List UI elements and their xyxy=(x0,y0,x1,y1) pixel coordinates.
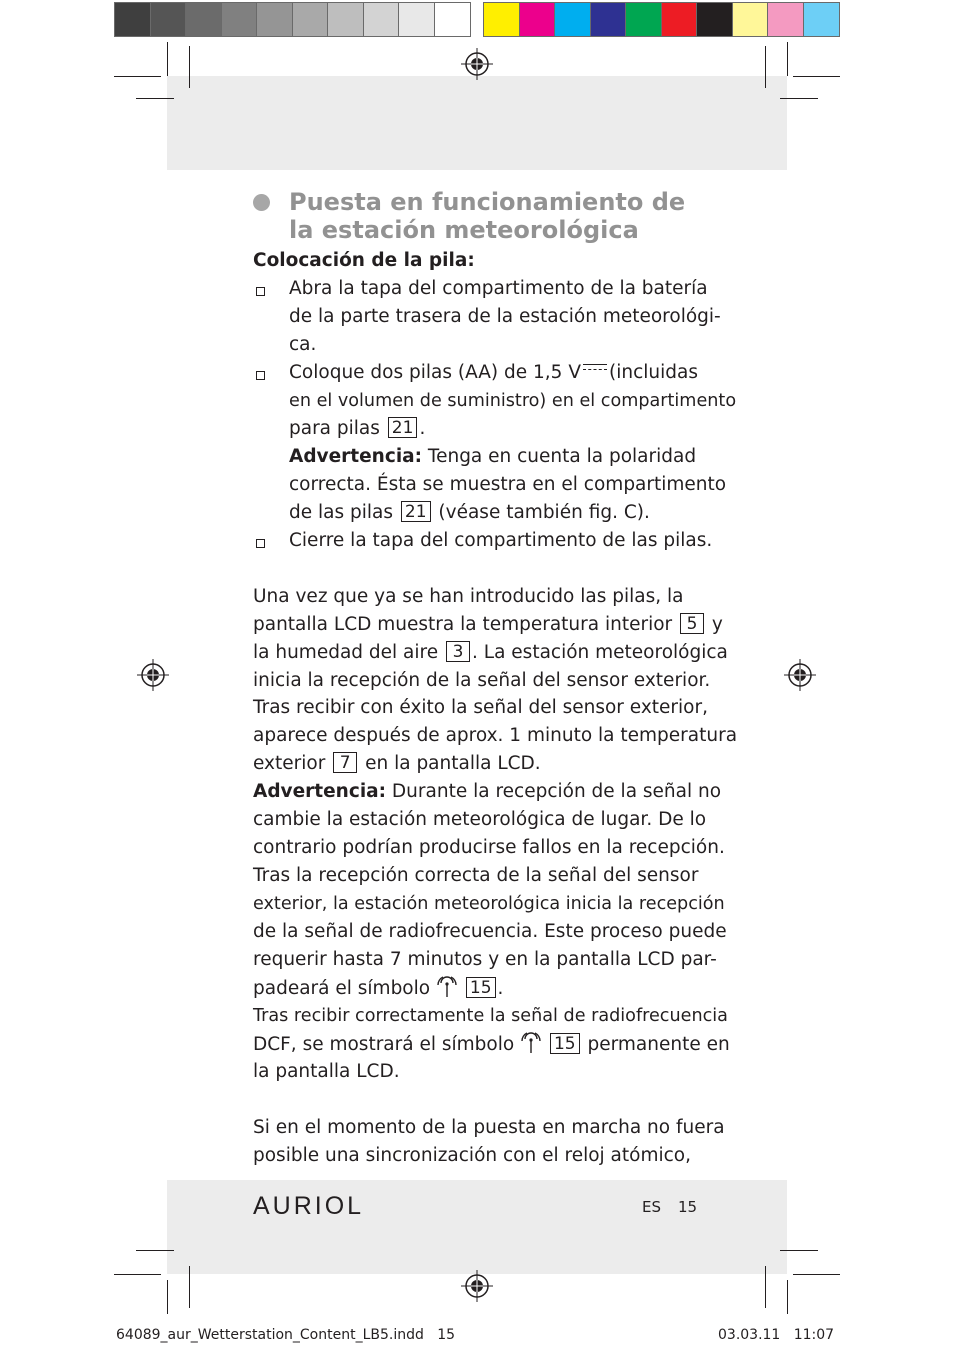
paragraph-line xyxy=(253,639,728,667)
paragraph-line: Tras recibir con éxito la señal del sensor exterior, xyxy=(253,697,708,718)
step-text-part: (incluidas xyxy=(609,362,698,383)
paragraph-line xyxy=(253,974,503,1003)
registration-mark-icon xyxy=(461,48,493,80)
color-swatch xyxy=(186,3,222,36)
step-text: ca. xyxy=(289,334,317,355)
paragraph-line: contrario podrían producirse fallos en la recepción. xyxy=(253,837,725,858)
registration-mark-icon xyxy=(461,1270,493,1302)
color-swatch xyxy=(555,3,591,36)
paragraph-part: en la pantalla LCD. xyxy=(365,753,541,774)
paragraph-line: exterior, la estación meteorológica inicia la recepción xyxy=(253,894,725,914)
crop-mark xyxy=(793,76,840,77)
dc-symbol-icon xyxy=(583,364,607,374)
crop-mark xyxy=(114,1274,161,1275)
gray-calibration-bar xyxy=(114,2,471,37)
print-date: 03.03.11 11:07 xyxy=(718,1327,835,1343)
color-swatch xyxy=(435,3,471,36)
color-swatch xyxy=(257,3,293,36)
registration-mark-icon xyxy=(137,659,169,691)
crop-mark xyxy=(136,1250,174,1251)
crop-mark xyxy=(780,98,818,99)
checkbox-bullet-icon xyxy=(256,287,265,296)
brand-logo: AURIOL xyxy=(253,1192,365,1220)
paragraph-line xyxy=(253,611,723,639)
step-text xyxy=(289,359,698,387)
section-title-line: Puesta en funcionamiento de xyxy=(289,188,686,216)
note-text xyxy=(289,443,696,471)
color-swatch xyxy=(697,3,733,36)
paragraph-line: Tras recibir correctamente la señal de radiofrecuencia xyxy=(253,1006,728,1026)
registration-mark-icon xyxy=(784,659,816,691)
paragraph-part: exterior xyxy=(253,753,326,774)
step-text-part: para pilas xyxy=(289,418,380,439)
color-swatch xyxy=(328,3,364,36)
paragraph-part: la humedad del aire xyxy=(253,642,439,663)
reference-number: 5 xyxy=(680,613,704,634)
step-text-part: . xyxy=(419,418,426,439)
step-text-part: Coloque dos pilas (AA) de 1,5 V xyxy=(289,362,581,383)
crop-mark xyxy=(167,42,168,76)
paragraph-line: Tras la recepción correcta de la señal del sensor xyxy=(253,865,699,886)
checkbox-bullet-icon xyxy=(256,539,265,548)
paragraph-part: y xyxy=(711,614,723,635)
reference-number: 21 xyxy=(388,417,418,438)
section-title xyxy=(289,188,719,244)
language-code: ES xyxy=(642,1198,661,1216)
color-swatch xyxy=(804,3,840,36)
color-swatch xyxy=(399,3,435,36)
paragraph-line xyxy=(253,750,541,778)
paragraph-line: la pantalla LCD. xyxy=(253,1061,400,1082)
reference-number: 21 xyxy=(401,501,431,522)
checkbox-bullet-icon xyxy=(256,371,265,380)
reference-number: 7 xyxy=(333,752,357,773)
paragraph-part: pantalla LCD muestra la temperatura interior xyxy=(253,614,673,635)
color-swatch xyxy=(222,3,258,36)
step-text xyxy=(289,415,425,443)
color-swatch xyxy=(768,3,804,36)
crop-mark xyxy=(189,1266,190,1308)
paragraph-line: requerir hasta 7 minutos y en la pantalla LCD par- xyxy=(253,949,717,970)
paragraph-line: Si en el momento de la puesta en marcha no fuera xyxy=(253,1117,725,1138)
crop-mark xyxy=(793,1274,840,1275)
paragraph-part: Durante la recepción de la señal no xyxy=(386,781,722,802)
paragraph-line xyxy=(253,1030,730,1059)
warning-label: Advertencia: xyxy=(253,781,387,802)
paragraph-part: permanente en xyxy=(587,1034,730,1055)
crop-mark xyxy=(787,42,788,76)
radio-tower-icon xyxy=(436,974,458,998)
paragraph-line: cambie la estación meteorológica de lugar. De lo xyxy=(253,809,707,830)
crop-mark xyxy=(189,46,190,88)
crop-mark xyxy=(765,1266,766,1308)
paragraph-part: . La estación meteorológica xyxy=(472,642,728,663)
process-color-bar xyxy=(483,2,840,37)
step-text: de la parte trasera de la estación meteorológi- xyxy=(289,306,721,327)
reference-number: 3 xyxy=(446,641,470,662)
crop-mark xyxy=(787,1280,788,1314)
crop-mark xyxy=(167,1280,168,1314)
section-title-line: la estación meteorológica xyxy=(289,216,639,244)
paragraph-line xyxy=(253,778,721,806)
color-swatch xyxy=(662,3,698,36)
note-text: correcta. Ésta se muestra en el compartimento xyxy=(289,474,727,495)
note-text-part: de las pilas xyxy=(289,502,393,523)
paragraph-line: aparece después de aprox. 1 minuto la temperatura xyxy=(253,725,738,746)
paragraph-line: de la señal de radiofrecuencia. Este proceso puede xyxy=(253,921,727,942)
color-swatch xyxy=(520,3,556,36)
paragraph-part: . xyxy=(497,978,504,999)
note-text-part: (véase también fig. C). xyxy=(438,502,650,523)
paragraph-part: padeará el símbolo xyxy=(253,978,431,999)
reference-number: 15 xyxy=(466,977,496,998)
color-swatch xyxy=(364,3,400,36)
crop-mark xyxy=(136,98,174,99)
paragraph-line: inicia la recepción de la señal del sensor exterior. xyxy=(253,670,711,691)
crop-mark xyxy=(780,1250,818,1251)
header-band xyxy=(167,76,787,170)
note-text xyxy=(289,499,650,527)
crop-mark xyxy=(114,76,161,77)
section-bullet-icon xyxy=(253,194,270,211)
color-swatch xyxy=(733,3,769,36)
color-swatch xyxy=(626,3,662,36)
color-swatch xyxy=(591,3,627,36)
radio-tower-icon xyxy=(520,1030,542,1054)
step-text: Abra la tapa del compartimento de la batería xyxy=(289,278,708,299)
color-swatch xyxy=(293,3,329,36)
color-swatch xyxy=(484,3,520,36)
paragraph-part: DCF, se mostrará el símbolo xyxy=(253,1034,515,1055)
reference-number: 15 xyxy=(550,1033,580,1054)
page-number: 15 xyxy=(678,1198,698,1216)
paragraph-line: Una vez que ya se han introducido las pilas, la xyxy=(253,586,684,607)
paragraph-line: posible una sincronización con el reloj atómico, xyxy=(253,1145,691,1166)
step-text: en el volumen de suministro) en el compartimento xyxy=(289,391,737,411)
subheading: Colocación de la pila: xyxy=(253,250,475,271)
step-text: Cierre la tapa del compartimento de las pilas. xyxy=(289,530,713,551)
note-text-part: Tenga en cuenta la polaridad xyxy=(422,446,697,467)
color-swatch xyxy=(115,3,151,36)
crop-mark xyxy=(765,46,766,88)
note-label: Advertencia: xyxy=(289,446,423,467)
file-name: 64089_aur_Wetterstation_Content_LB5.indd 15 xyxy=(116,1327,456,1343)
color-swatch xyxy=(151,3,187,36)
